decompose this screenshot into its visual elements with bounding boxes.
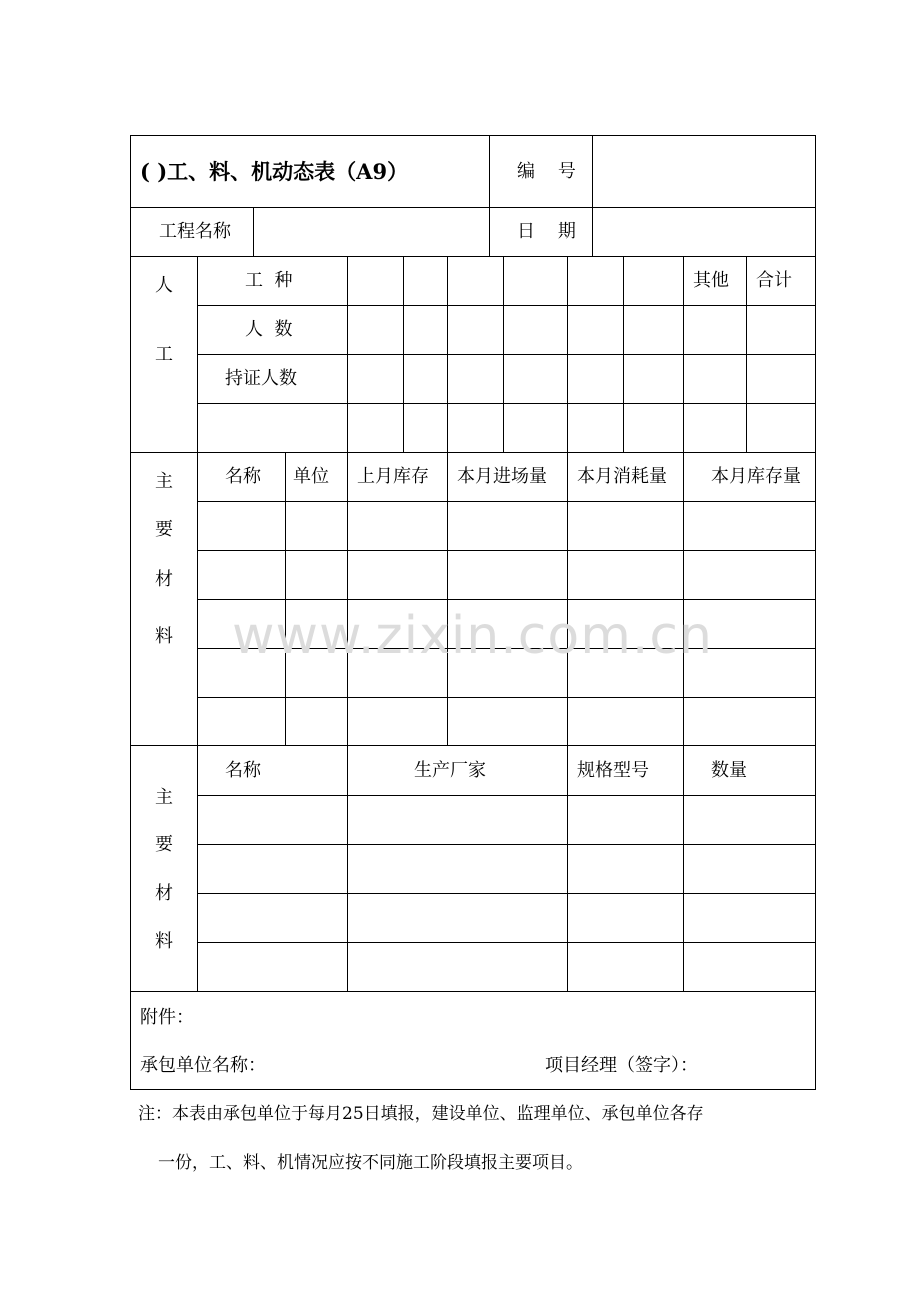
- divider: [197, 501, 816, 502]
- materials-side-char: 主: [155, 787, 173, 808]
- col-header-incoming: 本月进场量: [457, 466, 547, 487]
- divider: [197, 844, 816, 845]
- labor-side-char: 工: [155, 344, 173, 365]
- divider: [683, 745, 684, 991]
- divider: [347, 452, 348, 745]
- divider: [197, 599, 816, 600]
- materials-side-char: 料: [155, 626, 173, 647]
- col-header-unit: 单位: [293, 466, 329, 487]
- border-top: [130, 135, 816, 136]
- form-title: ( )工、料、机动态表（A9）: [140, 159, 409, 184]
- spec-col-model: 规格型号: [577, 760, 649, 781]
- divider: [130, 452, 816, 453]
- divider: [347, 256, 348, 452]
- divider: [197, 550, 816, 551]
- spec-col-quantity: 数量: [711, 760, 747, 781]
- attachment-label: 附件：: [140, 1007, 194, 1028]
- divider: [503, 256, 504, 452]
- col-header-name: 名称: [225, 466, 261, 487]
- divider: [567, 452, 568, 745]
- spec-col-name: 名称: [225, 760, 261, 781]
- materials-side-char: 主: [155, 471, 173, 492]
- materials-side-char: 材: [155, 569, 173, 590]
- divider: [447, 452, 448, 745]
- divider: [130, 207, 816, 208]
- labor-row-trade: 工 种: [245, 270, 293, 291]
- labor-row-headcount: 人 数: [245, 319, 293, 340]
- border-left: [130, 135, 131, 1090]
- divider: [197, 354, 816, 355]
- divider: [746, 256, 747, 452]
- border-right: [815, 135, 816, 1090]
- materials-side-char: 要: [155, 519, 173, 540]
- col-header-current-stock: 本月库存量: [711, 466, 801, 487]
- date-label: 日 期: [517, 221, 576, 242]
- col-header-consumption: 本月消耗量: [577, 466, 667, 487]
- divider: [197, 795, 816, 796]
- divider: [489, 135, 490, 257]
- materials-side-char: 材: [155, 883, 173, 904]
- note-line-1: 注：本表由承包单位于每月25日填报，建设单位、监理单位、承包单位各存: [138, 1104, 704, 1124]
- project-name-label: 工程名称: [159, 221, 231, 242]
- divider: [623, 256, 624, 452]
- divider: [447, 256, 448, 452]
- divider: [347, 745, 348, 991]
- divider: [285, 452, 286, 745]
- divider: [592, 135, 593, 257]
- labor-side-char: 人: [155, 275, 173, 296]
- spec-col-manufacturer: 生产厂家: [414, 760, 486, 781]
- project-manager-signature-label: 项目经理（签字）：: [545, 1055, 698, 1076]
- divider: [130, 745, 816, 746]
- divider: [567, 256, 568, 452]
- divider: [197, 745, 198, 992]
- materials-side-char: 要: [155, 834, 173, 855]
- contractor-name-label: 承包单位名称：: [140, 1055, 266, 1076]
- divider: [683, 256, 684, 452]
- border-bottom: [130, 1089, 816, 1090]
- divider: [197, 697, 816, 698]
- number-label: 编 号: [517, 161, 576, 182]
- divider: [197, 942, 816, 943]
- divider: [197, 305, 816, 306]
- watermark: www.zixin.com.cn: [232, 606, 713, 666]
- labor-row-certified: 持证人数: [225, 368, 297, 389]
- divider: [197, 403, 816, 404]
- divider: [403, 256, 404, 452]
- labor-total-label: 合计: [756, 270, 792, 291]
- divider: [253, 207, 254, 257]
- divider: [683, 452, 684, 745]
- col-header-last-stock: 上月库存: [357, 466, 429, 487]
- note-line-2: 一份，工、料、机情况应按不同施工阶段填报主要项目。: [158, 1153, 583, 1173]
- materials-side-char: 料: [155, 931, 173, 952]
- labor-other-label: 其他: [693, 270, 729, 291]
- divider: [567, 745, 568, 991]
- divider: [130, 256, 816, 257]
- divider: [130, 991, 816, 992]
- divider: [197, 893, 816, 894]
